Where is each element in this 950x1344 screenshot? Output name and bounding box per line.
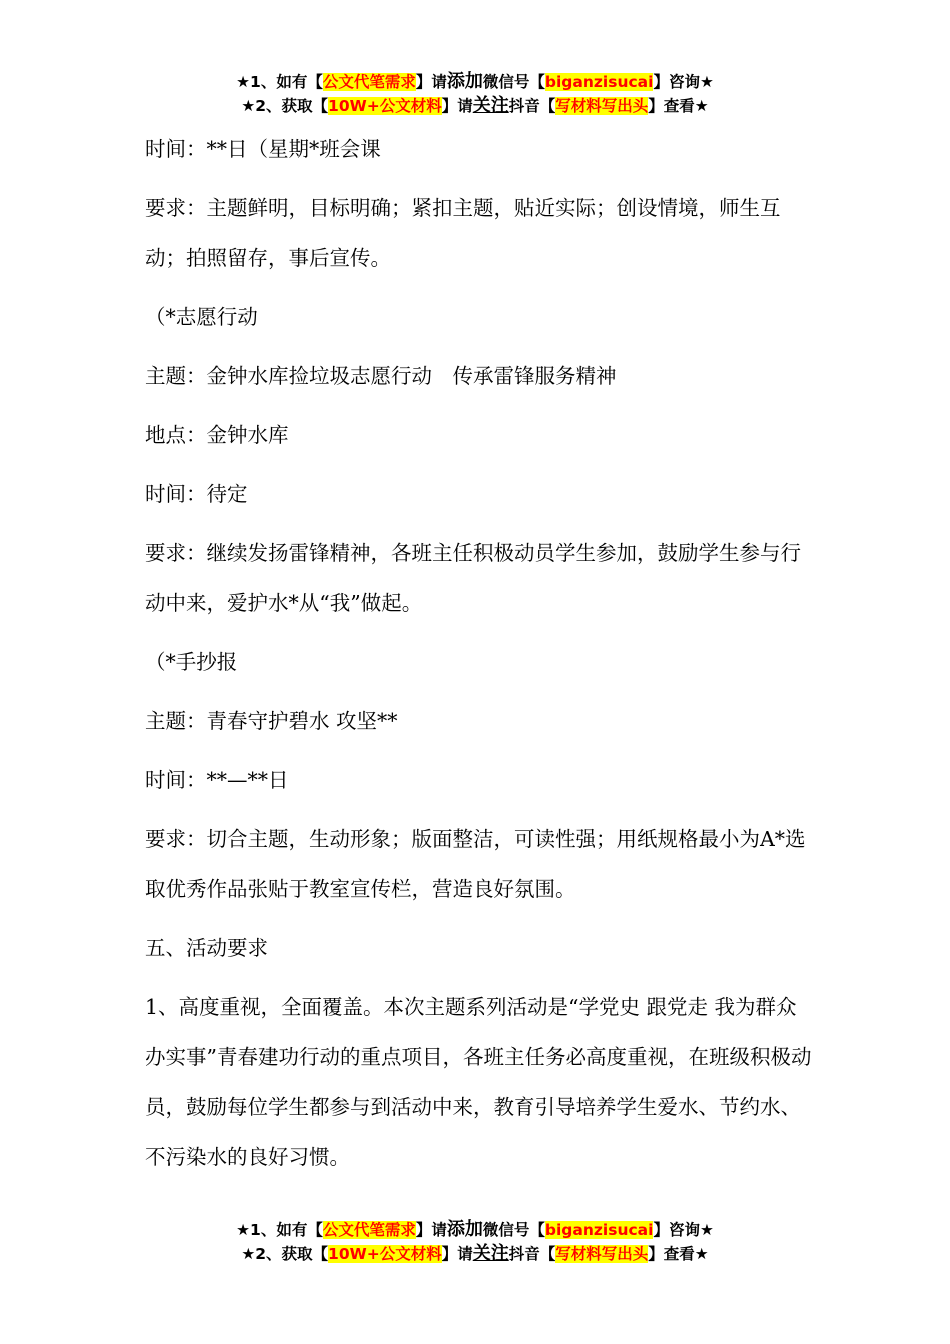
banner-text: 】咨询★	[653, 1221, 714, 1239]
banner-text: 微信号【	[482, 1221, 545, 1239]
banner-text: 】咨询★	[653, 73, 714, 91]
banner-highlight-douyin: 写材料写出头	[555, 97, 649, 115]
paragraph: 1、高度重视，全面覆盖。本次主题系列活动是“学党史 跟党走 我为群众办实事”青春建功行动的重点项目，各班主任务必高度重视，在班级积极动员，鼓励每位学生都参与到活动中来，教育引导培养学生爱水、节约水、不污染水的良好习惯。	[145, 995, 812, 1169]
document-body	[145, 124, 815, 1191]
banner-text: 2、获取【	[255, 1245, 329, 1263]
banner-highlight-douyin: 写材料写出头	[555, 1245, 649, 1263]
paragraph: 主题：金钟水库捡垃圾志愿行动 传承雷锋服务精神	[145, 364, 617, 388]
star-icon: ★	[241, 1245, 256, 1263]
banner-text: 】查看★	[648, 97, 709, 115]
banner-emphasis: 添加	[446, 1219, 483, 1240]
banner-text: 2、获取【	[255, 97, 329, 115]
paragraph: 要求：继续发扬雷锋精神，各班主任积极动员学生参加，鼓励学生参与行动中来，爱护水*从“我”做起。	[145, 541, 801, 615]
star-icon: ★	[241, 97, 256, 115]
paragraph: 主题：青春守护碧水 攻坚**	[145, 709, 398, 733]
star-icon: ★	[236, 73, 251, 91]
banner-line-1	[0, 70, 950, 94]
header-banner	[0, 70, 950, 118]
paragraph: 时间：待定	[145, 482, 248, 506]
banner-highlight: 10W+公文材料	[328, 1245, 442, 1263]
banner-text: 抖音【	[508, 97, 556, 115]
banner-emphasis: 关注	[472, 1243, 509, 1264]
banner-highlight: 公文代笔需求	[322, 1221, 416, 1239]
banner-text: 抖音【	[508, 1245, 556, 1263]
banner-highlight-wechat: biganzisucai	[544, 1221, 654, 1239]
banner-line-2	[0, 1242, 950, 1266]
banner-highlight: 公文代笔需求	[322, 73, 416, 91]
banner-emphasis: 关注	[472, 95, 509, 116]
banner-text: 】请	[415, 73, 447, 91]
paragraph: （*志愿行动	[145, 305, 258, 329]
banner-text: 1、如有【	[250, 1221, 323, 1239]
banner-text: 】请	[415, 1221, 447, 1239]
banner-text: 】查看★	[648, 1245, 709, 1263]
paragraph: 时间：**—**日	[145, 768, 289, 792]
star-icon: ★	[236, 1221, 251, 1239]
paragraph: 地点：金钟水库	[145, 423, 289, 447]
paragraph: （*手抄报	[145, 650, 238, 674]
banner-text: 】请	[441, 1245, 473, 1263]
banner-line-1	[0, 1218, 950, 1242]
footer-banner	[0, 1218, 950, 1266]
banner-text: 】请	[441, 97, 473, 115]
banner-highlight: 10W+公文材料	[328, 97, 442, 115]
section-heading: 五、活动要求	[145, 936, 268, 960]
banner-text: 1、如有【	[250, 73, 323, 91]
banner-emphasis: 添加	[446, 71, 483, 92]
banner-highlight-wechat: biganzisucai	[544, 73, 654, 91]
banner-text: 微信号【	[482, 73, 545, 91]
paragraph: 时间：**日（星期*班会课	[145, 137, 381, 161]
paragraph: 要求：切合主题，生动形象；版面整洁，可读性强；用纸规格最小为A*选取优秀作品张贴于教室宣传栏，营造良好氛围。	[145, 827, 806, 901]
paragraph: 要求：主题鲜明，目标明确；紧扣主题，贴近实际；创设情境，师生互动；拍照留存，事后宣传。	[145, 196, 781, 270]
banner-line-2	[0, 94, 950, 118]
